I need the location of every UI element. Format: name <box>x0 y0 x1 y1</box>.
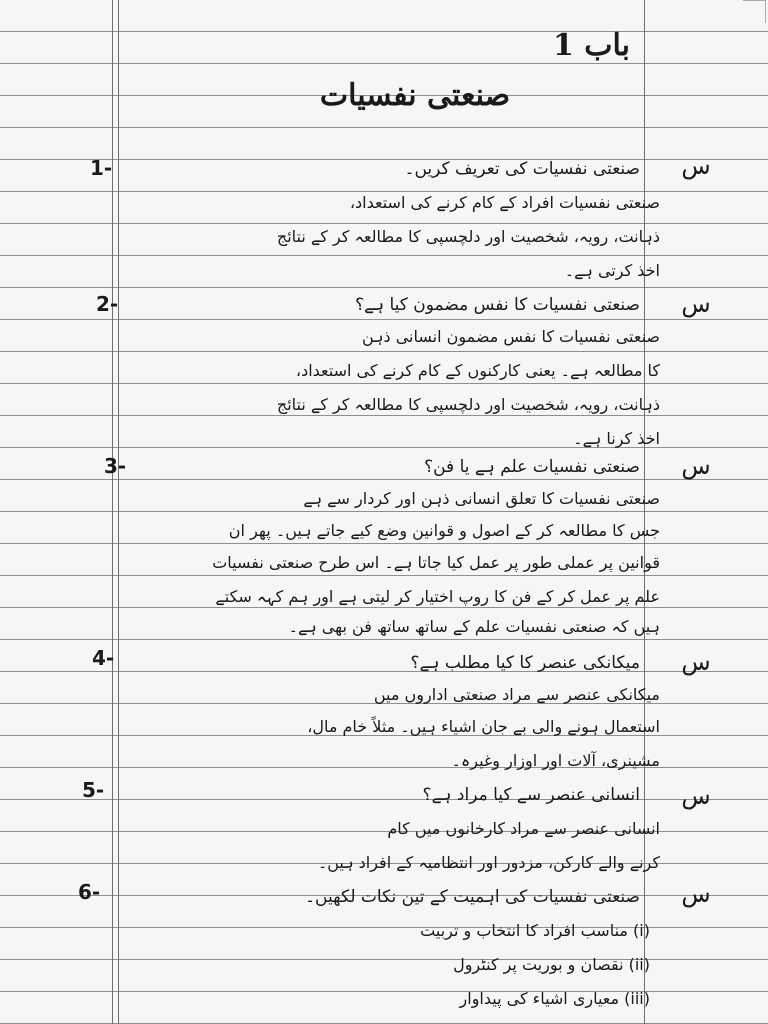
question-number: 4- <box>92 646 115 670</box>
answer-point: (iii) معیاری اشیاء کی پیداوار <box>459 989 650 1008</box>
question-text: میکانکی عنصر کا کیا مطلب ہے؟ <box>410 653 640 673</box>
page-corner-curl <box>743 0 766 23</box>
question-text: انسانی عنصر سے کیا مراد ہے؟ <box>422 785 640 805</box>
left-margin-rule-inner <box>112 0 113 1024</box>
page-title: صنعتی نفسیات <box>319 78 511 113</box>
answer-line: کرنے والے کارکن، مزدور اور انتظامیہ کے افراد ہیں۔ <box>317 853 660 872</box>
answer-line: میکانکی عنصر سے مراد صنعتی اداروں میں <box>373 685 660 704</box>
question-marker: س <box>681 152 711 180</box>
answer-line: استعمال ہونے والی بے جان اشیاء ہیں۔ مثلاً خام مال، <box>307 717 660 736</box>
answer-line: صنعتی نفسیات کا نفس مضمون انسانی ذہن <box>361 327 660 346</box>
answer-line: انسانی عنصر سے مراد کارخانوں میں کام <box>387 819 660 838</box>
left-margin-rule <box>118 0 119 1024</box>
answer-line: صنعتی نفسیات کا تعلق انسانی ذہن اور کردار سے ہے <box>303 489 660 508</box>
question-number: 5- <box>82 778 105 802</box>
question-marker: س <box>681 782 711 810</box>
question-text: صنعتی نفسیات کا نفس مضمون کیا ہے؟ <box>355 295 640 315</box>
answer-point: (ii) نقصان و بوریت پر کنٹرول <box>453 955 650 974</box>
answer-line: اخذ کرنا ہے۔ <box>573 429 660 448</box>
question-number: 3- <box>104 454 127 478</box>
answer-line: ذہانت، رویہ، شخصیت اور دلچسپی کا مطالعہ کر کے نتائج <box>276 395 660 414</box>
question-marker: س <box>681 648 711 676</box>
answer-line: علم پر عمل کر کے فن کا روپ اختیار کر لیتی ہے اور ہم کہہ سکتے <box>215 587 660 606</box>
question-text: صنعتی نفسیات کی تعریف کریں۔ <box>404 159 640 179</box>
answer-line: ہیں کہ صنعتی نفسیات علم کے ساتھ ساتھ فن بھی ہے۔ <box>288 617 660 636</box>
question-marker: س <box>681 880 711 908</box>
answer-line: جس کا مطالعہ کر کے اصول و قوانین وضع کیے جاتے ہیں۔ پھر ان <box>228 521 660 540</box>
answer-line: اخذ کرتی ہے۔ <box>564 261 660 280</box>
answer-point: (i) مناسب افراد کا انتخاب و تربیت <box>420 921 650 940</box>
question-text: صنعتی نفسیات کی اہمیت کے تین نکات لکھیں۔ <box>305 887 640 907</box>
chapter-heading: باب 1 <box>552 28 630 63</box>
answer-line: صنعتی نفسیات افراد کے کام کرنے کی استعداد، <box>349 193 660 212</box>
question-text: صنعتی نفسیات علم ہے یا فن؟ <box>424 457 640 477</box>
answer-line: ذہانت، رویہ، شخصیت اور دلچسپی کا مطالعہ کر کے نتائج <box>276 227 660 246</box>
answer-line: مشینری، آلات اور اوزار وغیرہ۔ <box>451 751 660 770</box>
question-number: 1- <box>90 156 113 180</box>
answer-line: کا مطالعہ ہے۔ یعنی کارکنوں کے کام کرنے کی استعداد، <box>295 361 660 380</box>
question-number: 2- <box>96 292 119 316</box>
question-number: 6- <box>78 880 101 904</box>
question-marker: س <box>681 290 711 318</box>
question-marker: س <box>681 452 711 480</box>
answer-line: قوانین پر عملی طور پر عمل کیا جاتا ہے۔ اس طرح صنعتی نفسیات <box>212 553 660 572</box>
